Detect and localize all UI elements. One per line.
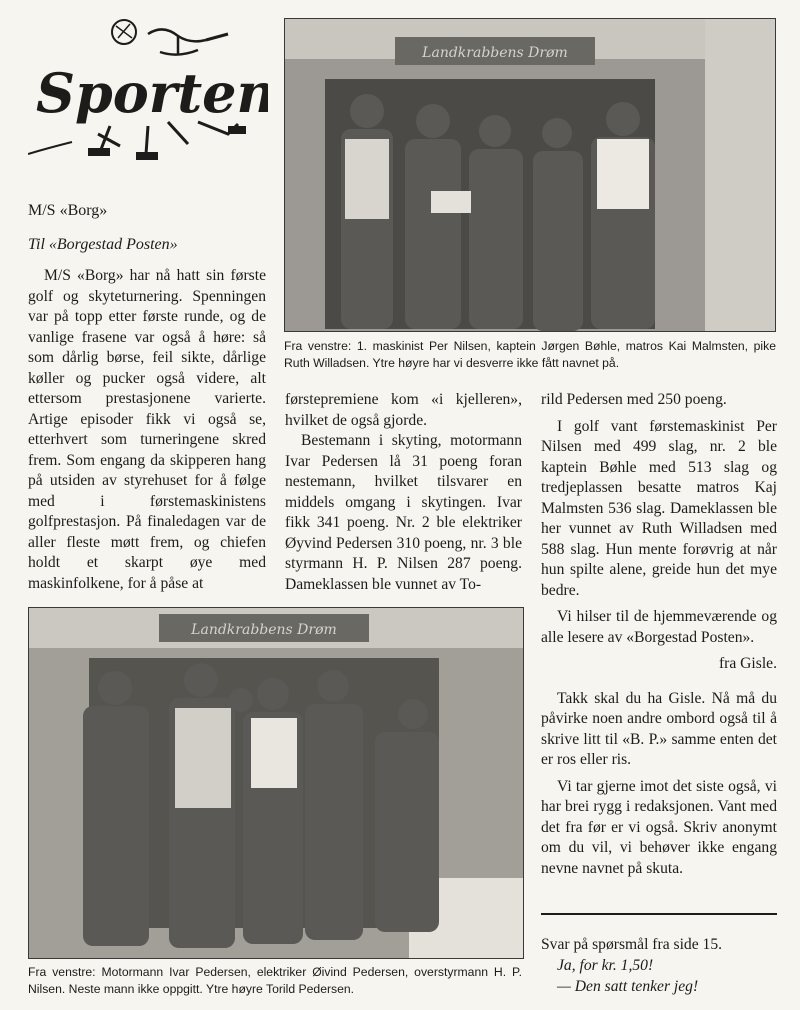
answer-question: Svar på spørsmål fra side 15. xyxy=(541,936,723,953)
ship-heading: M/S «Borg» xyxy=(28,202,108,219)
paragraph: Takk skal du ha Gisle. Nå må du påvirke noen andre ombord også til å skrive litt til «B. P.» samme enten det er ros eller ris. xyxy=(541,689,777,768)
recipient-heading: Til «Borgestad Posten» xyxy=(28,236,178,253)
logo-title: Sporten xyxy=(36,61,268,125)
article-column-2 xyxy=(285,390,522,595)
paragraph: Vi hilser til de hjemmeværende og alle lesere av «Borgestad Posten». xyxy=(541,608,777,646)
article-column-3 xyxy=(541,390,777,885)
answer-line-1: Ja, for kr. 1,50! xyxy=(557,957,654,974)
photo1-caption: Fra venstre: 1. maskinist Per Nilsen, kaptein Jørgen Bøhle, matros Kai Malmsten, pike Ruth Willadsen. Ytre høyre har vi desverre ikke fått navnet på. xyxy=(284,339,776,370)
paragraph: Bestemann i skyting, motormann Ivar Pedersen lå 31 poeng foran nestemann, hvilket tilsvarer en middels omgang i skytingen. Ivar fikk 341 poeng. Nr. 2 ble elektriker Øyvind Pedersen 310 poeng, nr. 3 ble styrmann H. P. Nilsen 287 poeng. Dameklassen ble vunnet av To- xyxy=(285,432,522,593)
photo2-caption: Fra venstre: Motormann Ivar Pedersen, elektriker Øivind Pedersen, overstyrmann H. P. Nilsen. Neste mann ikke oppgitt. Ytre høyre Torild Pedersen. xyxy=(28,965,522,996)
divider xyxy=(541,913,777,915)
article-column-1 xyxy=(28,266,266,594)
paragraph: M/S «Borg» har nå hatt sin første golf og skyteturnering. Spenningen var på topp etter første runde, og de vanlige frasene var også å høre: så som dårlig børse, feil sikte, dårlige køller og pucker også videre, alt ettersom prestasjonene varierte. Artige episoder fikk vi også se, etterhvert som turneringene skred frem. Som engang da skipperen hang på utsiden av styrehuset for å følge med i førstemaskinistens golfprestasjon. På finaledagen var de aller fleste møtt frem, og chiefen holdt et skarpt øye med maskinfolkene, for å påse at xyxy=(28,267,266,592)
answer-box xyxy=(541,934,781,997)
signature: fra Gisle. xyxy=(718,655,777,672)
photo-crew-shooting xyxy=(28,607,524,959)
paragraph: rild Pedersen med 250 poeng. xyxy=(541,391,727,408)
paragraph: førstepremiene kom «i kjelleren», hvilket de også gjorde. xyxy=(285,391,522,429)
answer-line-2: — Den satt tenker jeg! xyxy=(557,978,699,995)
sporten-logo xyxy=(28,14,268,174)
sign-text: Landkrabbens Drøm xyxy=(422,45,568,61)
sign-text: Landkrabbens Drøm xyxy=(191,622,337,638)
paragraph: I golf vant førstemaskinist Per Nilsen med 499 slag, nr. 2 ble kaptein Bøhle med 513 slag og tredjeplassen besatte matros Kaj Malmsten 536 slag. Dameklassen ble her vunnet av Ruth Willadsen med 588 slag. Hun mente forøvrig at når hun spilte alene, greide hun det mye bedre. xyxy=(541,417,777,599)
photo-crew-golf xyxy=(284,18,776,332)
paragraph: Vi tar gjerne imot det siste også, vi har brei rygg i redaksjonen. Vant med det fra før er vi også. Skriv anonymt om du vil, vi behøver ikke engang nevne navnet på skuta. xyxy=(541,777,777,877)
